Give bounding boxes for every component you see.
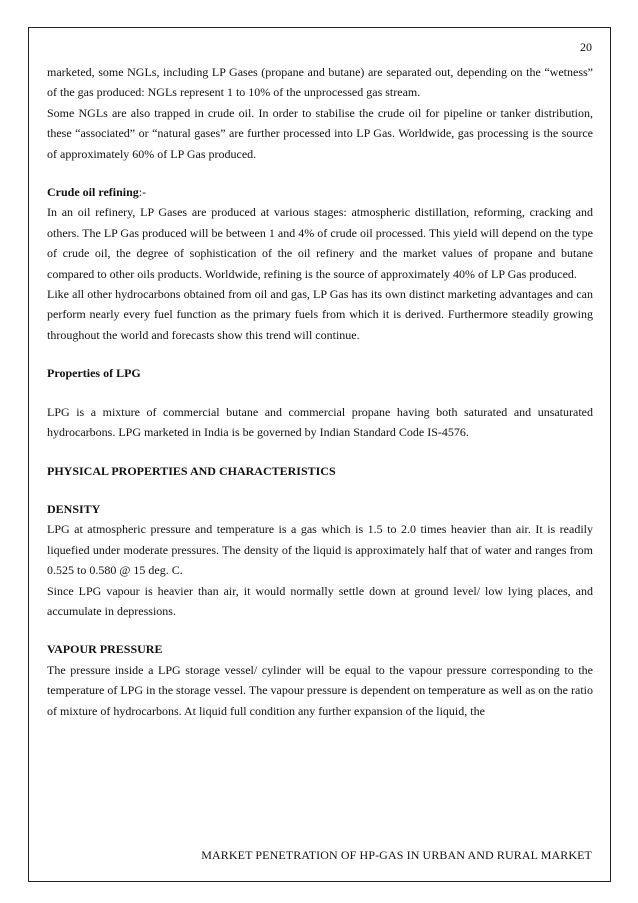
- page-number: 20: [580, 40, 592, 54]
- crude-oil-paragraph-2: Like all other hydrocarbons obtained from oil and gas, LP Gas has its own distinct marketing advantages and can perform nearly every fuel function as the primary fuels from which it is derived. Furthermore steadily growing throughout the world and forecasts show this trend will continue.: [47, 287, 593, 342]
- page-body: [47, 62, 593, 721]
- crude-oil-heading-text: Crude oil refining: [47, 185, 139, 200]
- intro-paragraph-1: marketed, some NGLs, including LP Gases (propane and butane) are separated out, depending on the “wetness” of the gas produced: NGLs represent 1 to 10% of the unprocessed gas stream.: [47, 65, 593, 100]
- physical-properties-heading: PHYSICAL PROPERTIES AND CHARACTERISTICS: [47, 463, 336, 478]
- properties-paragraph-1: LPG is a mixture of commercial butane and commercial propane having both saturated and unsaturated hydrocarbons. LPG marketed in India is be governed by Indian Standard Code IS-4576.: [47, 404, 593, 440]
- intro-paragraph-2: Some NGLs are also trapped in crude oil. In order to stabilise the crude oil for pipeline or tanker distribution, these “associated” or “natural gases” are further processed into LP Gas. Worldwide, gas processing is the source of approximately 60% of LP Gas produced.: [47, 105, 593, 161]
- density-paragraph-1: LPG at atmospheric pressure and temperature is a gas which is 1.5 to 2.0 times heavier than air. It is readily liquefied under moderate pressures. The density of the liquid is approximately half that of water and ranges from 0.525 to 0.580 @ 15 deg. C.: [47, 522, 593, 578]
- properties-heading: Properties of LPG: [47, 366, 141, 381]
- page-footer: MARKET PENETRATION OF HP-GAS IN URBAN AND RURAL MARKET: [201, 848, 592, 862]
- density-heading: DENSITY: [47, 501, 101, 516]
- crude-oil-heading-suffix: :-: [138, 185, 147, 200]
- vapour-pressure-heading: VAPOUR PRESSURE: [47, 642, 163, 657]
- vapour-pressure-paragraph-1: The pressure inside a LPG storage vessel/ cylinder will be equal to the vapour pressure corresponding to the temperature of LPG in the storage vessel. The vapour pressure is dependent on temperature as well as on the ratio of mixture of hydrocarbons. At liquid full condition any further expansion of the liquid, the: [47, 662, 593, 718]
- density-paragraph-2: Since LPG vapour is heavier than air, it would normally settle down at ground level/ low lying places, and accumulate in depressions.: [47, 583, 593, 618]
- crude-oil-heading: [47, 182, 593, 202]
- crude-oil-paragraph-1: In an oil refinery, LP Gases are produced at various stages: atmospheric distillation, reforming, cracking and others. The LP Gas produced will be between 1 and 4% of crude oil processed. This yield will depend on the type of crude oil, the degree of sophistication of the oil refinery and the market values of propane and butane compared to other oils products. Worldwide, refining is the source of approximately 40% of LP Gas produced.: [47, 205, 593, 281]
